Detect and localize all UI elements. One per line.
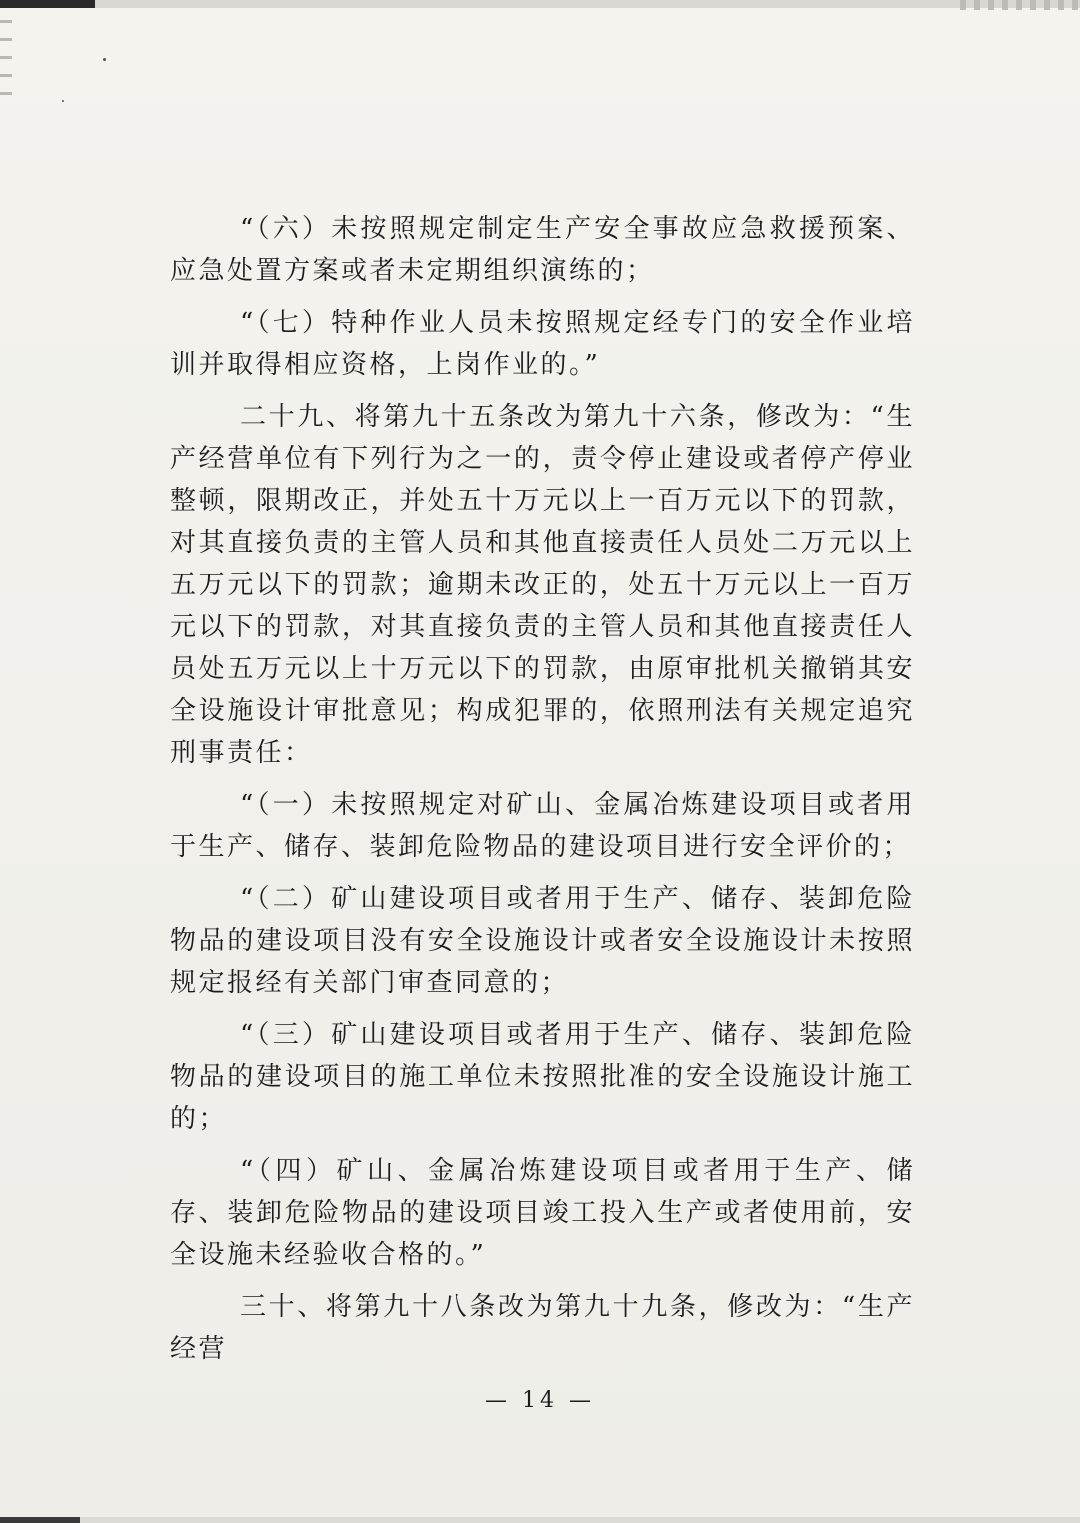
paragraph-article-29: 二十九、将第九十五条改为第九十六条，修改为：“生产经营单位有下列行为之一的，责令停止建设或者停产停业整顿，限期改正，并处五十万元以上一百万元以下的罚款，对其直接负责的主管人员和其他直接责任人员处二万元以上五万元以下的罚款；逾期未改正的，处五十万元以上一百万元以下的罚款，对其直接负责的主管人员和其他直接责任人员处五万元以上十万元以下的罚款，由原审批机关撤销其安全设施设计审批意见；构成犯罪的，依照刑法有关规定追究刑事责任： bbox=[170, 402, 915, 768]
paragraph-clause-3: “（三）矿山建设项目或者用于生产、储存、装卸危险物品的建设项目的施工单位未按照批准的安全设施设计施工的； bbox=[170, 1020, 915, 1134]
scan-edge-top bbox=[0, 0, 1080, 8]
scan-edge-bottom bbox=[0, 1517, 1080, 1523]
document-body bbox=[170, 208, 915, 1380]
paragraph-article-30: 三十、将第九十八条改为第九十九条，修改为：“生产经营 bbox=[170, 1292, 915, 1364]
paragraph-clause-2: “（二）矿山建设项目或者用于生产、储存、装卸危险物品的建设项目没有安全设施设计或者安全设施设计未按照规定报经有关部门审查同意的； bbox=[170, 884, 915, 998]
paragraph-clause-4: “（四）矿山、金属冶炼建设项目或者用于生产、储存、装卸危险物品的建设项目竣工投入生产或者使用前，安全设施未经验收合格的。” bbox=[170, 1156, 915, 1270]
paragraph-item-7: “（七）特种作业人员未按照规定经专门的安全作业培训并取得相应资格，上岗作业的。” bbox=[170, 308, 915, 380]
paragraph-item-6: “（六）未按照规定制定生产安全事故应急救援预案、应急处置方案或者未定期组织演练的； bbox=[170, 214, 915, 286]
scan-edge-top-right bbox=[960, 0, 1080, 10]
scan-speck bbox=[62, 100, 64, 102]
scan-binding-marks bbox=[0, 20, 12, 110]
page-number: — 14 — bbox=[485, 1388, 595, 1413]
paragraph-clause-1: “（一）未按照规定对矿山、金属冶炼建设项目或者用于生产、储存、装卸危险物品的建设项目进行安全评价的； bbox=[170, 790, 915, 862]
scan-speck bbox=[103, 58, 106, 61]
